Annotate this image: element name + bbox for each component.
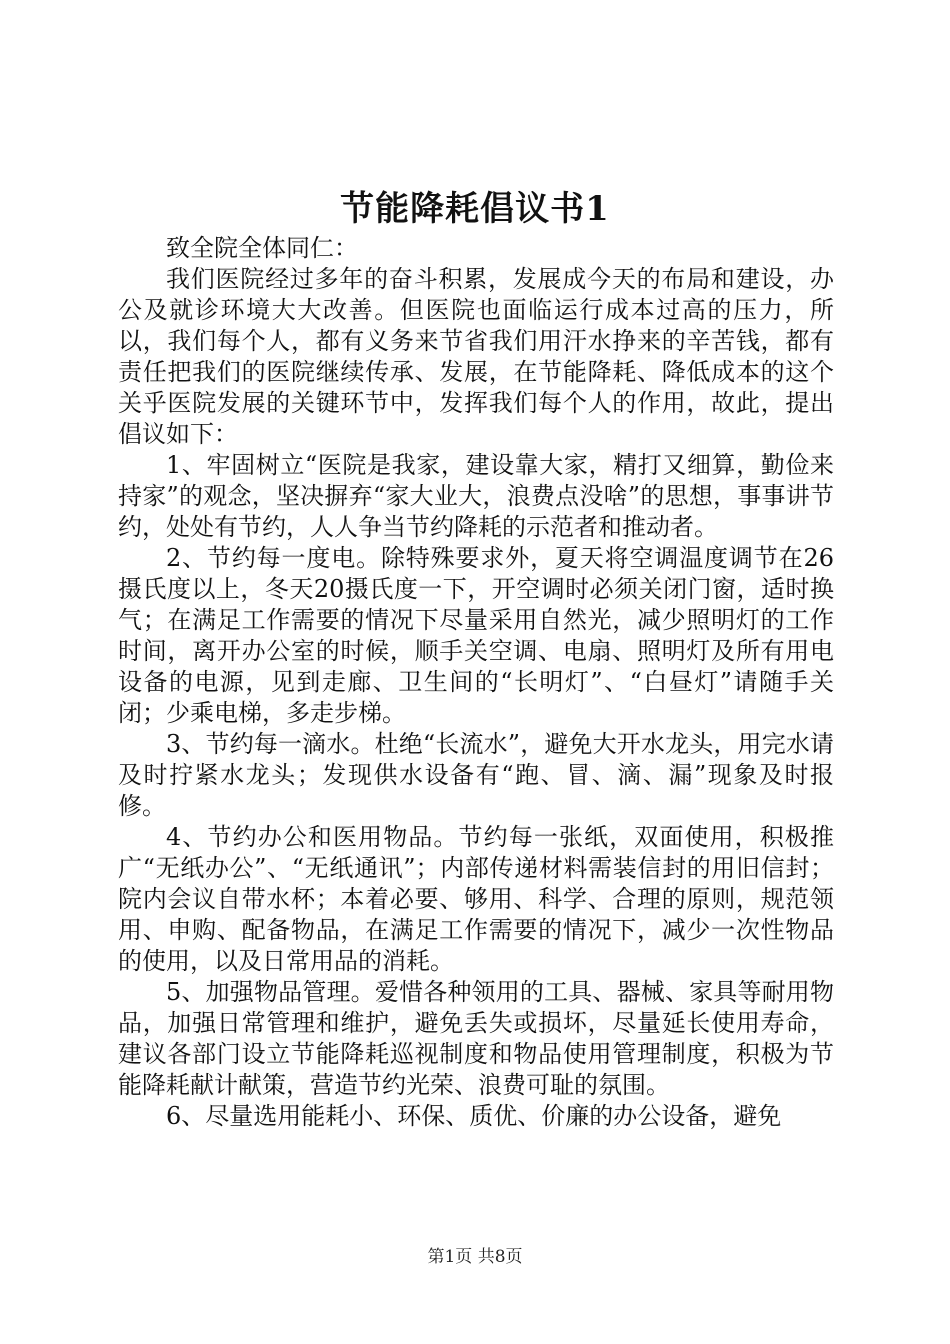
document-body <box>118 233 834 1132</box>
salutation: 致全院全体同仁： <box>166 234 358 262</box>
proposal-item-1: 1、牢固树立“医院是我家，建设靠大家，精打又细算，勤俭来持家”的观念，坚决摒弃“家大业大，浪费点没啥”的思想，事事讲节约，处处有节约，人人争当节约降耗的示范者和推动者。 <box>118 451 834 541</box>
proposal-item-5: 5、加强物品管理。爱惜各种领用的工具、器械、家具等耐用物品，加强日常管理和维护，避免丢失或损坏，尽量延长使用寿命，建议各部门设立节能降耗巡视制度和物品使用管理制度，积极为节能降耗献计献策，营造节约光荣、浪费可耻的氛围。 <box>118 978 834 1099</box>
page-footer: 第1页 共8页 <box>427 1247 523 1267</box>
proposal-item-3: 3、节约每一滴水。杜绝“长流水”，避免大开水龙头，用完水请及时拧紧水龙头；发现供水设备有“跑、冒、滴、漏”现象及时报修。 <box>118 730 834 820</box>
proposal-item-6: 6、尽量选用能耗小、环保、质优、价廉的办公设备，避免 <box>166 1102 782 1130</box>
document-title: 节能降耗倡议书1 <box>340 189 610 229</box>
intro-paragraph: 我们医院经过多年的奋斗积累，发展成今天的布局和建设，办公及就诊环境大大改善。但医院也面临运行成本过高的压力，所以，我们每个人，都有义务来节省我们用汗水挣来的辛苦钱，都有责任把我们的医院继续传承、发展，在节能降耗、降低成本的这个关乎医院发展的关键环节中，发挥我们每个人的作用，故此，提出倡议如下： <box>118 265 834 448</box>
proposal-item-4: 4、节约办公和医用物品。节约每一张纸，双面使用，积极推广“无纸办公”、“无纸通讯”；内部传递材料需装信封的用旧信封；院内会议自带水杯；本着必要、够用、科学、合理的原则，规范领用、申购、配备物品，在满足工作需要的情况下，减少一次性物品的使用，以及日常用品的消耗。 <box>118 823 834 975</box>
proposal-item-2: 2、节约每一度电。除特殊要求外，夏天将空调温度调节在26摄氏度以上，冬天20摄氏度一下，开空调时必须关闭门窗，适时换气；在满足工作需要的情况下尽量采用自然光，减少照明灯的工作时间，离开办公室的时候，顺手关空调、电扇、照明灯及所有用电设备的电源，见到走廊、卫生间的“长明灯”、“白昼灯”请随手关闭；少乘电梯，多走步梯。 <box>118 544 834 727</box>
